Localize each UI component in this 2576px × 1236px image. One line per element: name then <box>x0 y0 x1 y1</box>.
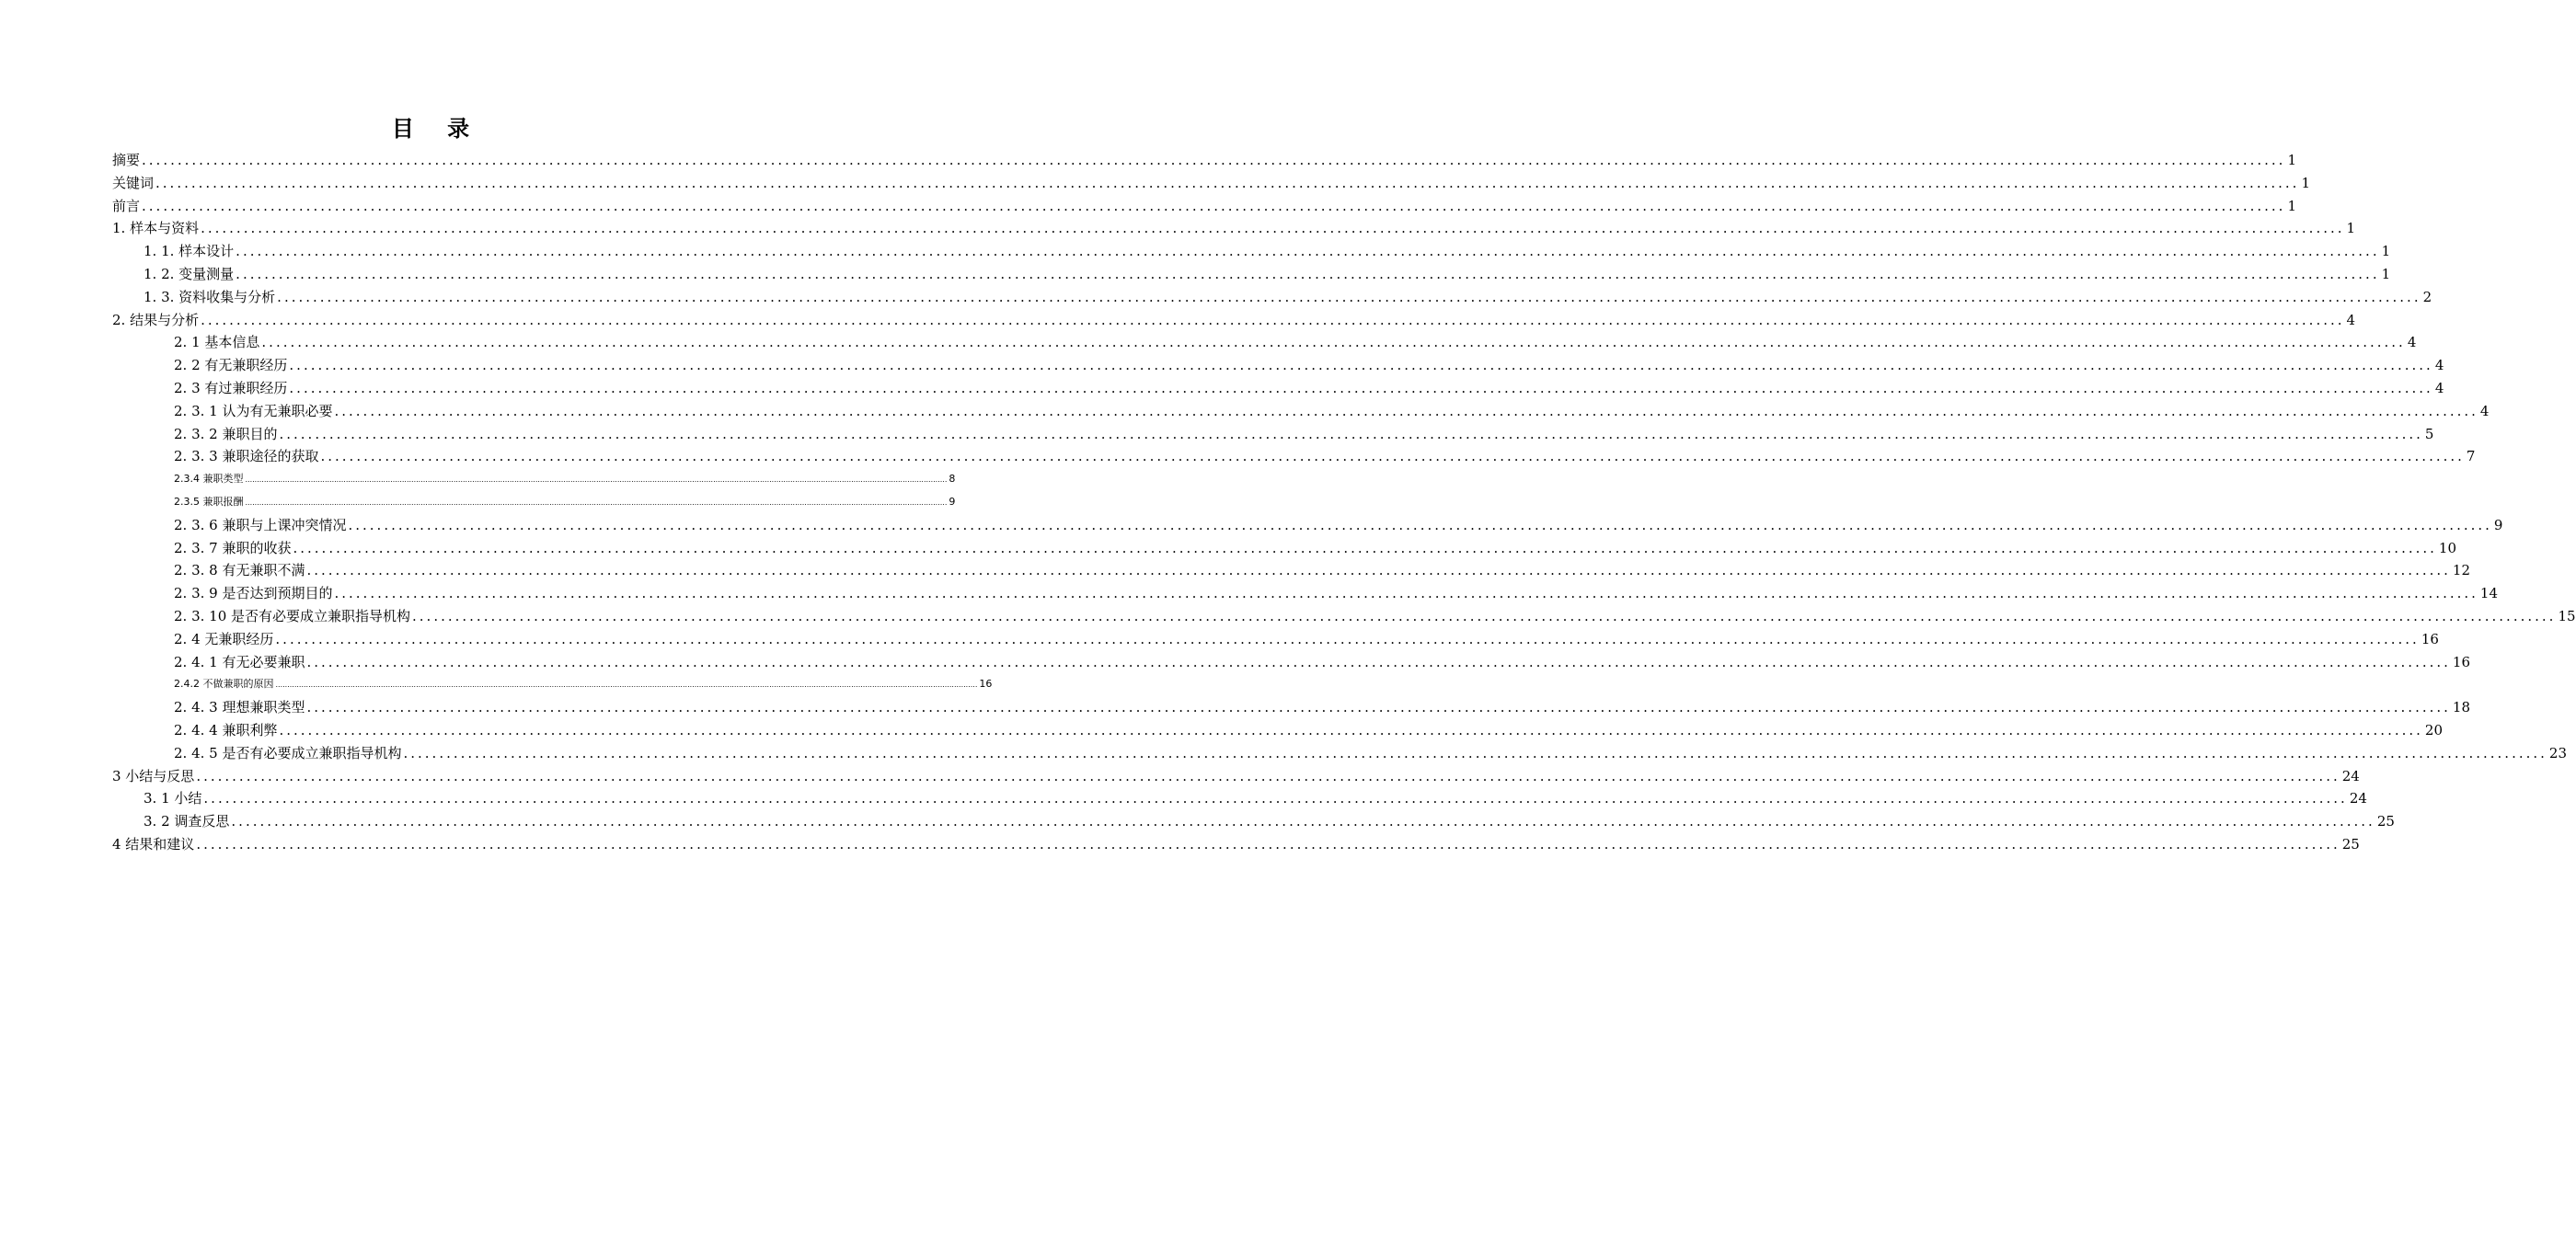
toc-leader-dots: ............................................................................................................................................................................................................................................................................................................ <box>236 243 2380 260</box>
toc-page-number: 8 <box>949 473 956 486</box>
toc-entry[interactable] <box>112 537 2456 560</box>
toc-entry[interactable] <box>112 377 2444 400</box>
toc-leader-dots: ............................................................................................................................................................................................................................................................................................................ <box>289 357 2433 374</box>
toc-page-number: 12 <box>2452 562 2470 579</box>
toc-entry-text: 摘要 <box>112 152 141 168</box>
toc-title: 目 录 <box>391 115 483 142</box>
toc-page-number: 1 <box>2287 197 2296 214</box>
toc-entry-text: 1. 3. 资料收集与分析 <box>144 288 276 305</box>
toc-entry[interactable] <box>112 582 2498 605</box>
toc-entry[interactable] <box>112 217 2356 240</box>
toc-leader-dots: ............................................................................................................................................................................................................................................................................................................ <box>306 699 2451 716</box>
toc-page-number: 20 <box>2424 721 2443 738</box>
toc-entry-text: 2. 3. 3 兼职途径的获取 <box>174 448 319 465</box>
toc-leader-dots: ............................................................................................................................................................................................................................................................................................................ <box>279 425 2423 442</box>
toc-leader-dots: ............................................................................................................................................................................................................................................................................................................ <box>320 448 2465 465</box>
toc-entry[interactable] <box>112 400 2490 423</box>
toc-entry-text: 2.3.4 兼职类型 <box>174 473 244 486</box>
toc-page-number: 24 <box>2341 767 2360 784</box>
toc-page-number: 5 <box>2424 425 2434 442</box>
toc-page-number: 15 <box>2558 607 2576 624</box>
toc-entry[interactable] <box>112 605 2576 628</box>
toc-page-number: 9 <box>949 495 956 508</box>
toc-entry-text: 2. 3. 2 兼职目的 <box>174 425 278 442</box>
toc-page-number: 18 <box>2452 699 2470 716</box>
toc-entry-text: 2. 3. 9 是否达到预期目的 <box>174 585 333 602</box>
toc-leader-dots: ............................................................................................................................................................................................................................................................................................................ <box>277 288 2421 305</box>
toc-entry-text: 1. 1. 样本设计 <box>144 243 235 260</box>
toc-entry[interactable] <box>112 514 2503 537</box>
toc-entry[interactable] <box>112 354 2444 377</box>
toc-page-number: 10 <box>2438 539 2456 556</box>
toc-entry[interactable] <box>112 810 2395 833</box>
toc-entry-text: 2.4.2 不做兼职的原因 <box>174 678 274 691</box>
toc-entry-text: 2. 3. 6 兼职与上课冲突情况 <box>174 516 347 533</box>
toc-leader-dots: ............................................................................................................................................................................................................................................................................................................ <box>201 220 2345 237</box>
toc-leader-dots: ............................................................................................................................................................................................................................................................................................................ <box>196 835 2340 853</box>
toc-leader-dots: ............................................................................................................................................................................................................................................................................................................ <box>142 197 2286 214</box>
toc-entry[interactable] <box>112 787 2367 810</box>
toc-entry-text: 2. 2 有无兼职经历 <box>174 357 288 374</box>
toc-entry-text: 1. 样本与资料 <box>112 220 200 237</box>
toc-entry-text: 关键词 <box>112 174 155 191</box>
toc-entry[interactable] <box>112 423 2434 446</box>
toc-entry[interactable] <box>112 172 2310 195</box>
toc-entry[interactable] <box>112 719 2443 742</box>
toc-page-number: 16 <box>2421 630 2439 647</box>
toc-leader-dots: ............................................................................................................................................................................................................................................................................................................ <box>306 562 2451 579</box>
toc-leader-dots: ............................................................................................................................................................................................................................................................................................................ <box>245 498 948 507</box>
toc-entry-text: 1. 2. 变量测量 <box>144 265 235 282</box>
toc-entry[interactable] <box>112 673 993 696</box>
toc-page-number: 4 <box>2346 311 2356 328</box>
toc-leader-dots: ............................................................................................................................................................................................................................................................................................................ <box>348 516 2492 533</box>
toc-entry[interactable] <box>112 309 2356 332</box>
toc-leader-dots: ............................................................................................................................................................................................................................................................................................................ <box>293 539 2437 556</box>
toc-leader-dots: ............................................................................................................................................................................................................................................................................................................ <box>306 653 2451 670</box>
toc-page-number: 1 <box>2381 265 2391 282</box>
toc-entry[interactable] <box>112 491 956 514</box>
toc-page-number: 14 <box>2479 585 2498 602</box>
toc-entry[interactable] <box>112 240 2391 263</box>
toc-page-number: 2 <box>2422 288 2432 305</box>
toc-entry[interactable] <box>112 651 2470 674</box>
toc-entry-text: 2.3.5 兼职报酬 <box>174 495 244 508</box>
toc-entry-text: 2. 1 基本信息 <box>174 334 260 351</box>
toc-leader-dots: ............................................................................................................................................................................................................................................................................................................ <box>155 174 2300 191</box>
toc-page-number: 4 <box>2407 334 2417 351</box>
toc-entry[interactable] <box>112 628 2439 651</box>
toc-entry-text: 2. 4 无兼职经历 <box>174 630 274 647</box>
toc-page-number: 25 <box>2341 835 2360 853</box>
toc-entry-text: 2. 4. 1 有无必要兼职 <box>174 653 305 670</box>
toc-entry-text: 3 小结与反思 <box>112 767 195 784</box>
toc-page-number: 1 <box>2301 174 2310 191</box>
toc-leader-dots: ............................................................................................................................................................................................................................................................................................................ <box>275 630 2420 647</box>
toc-entry[interactable] <box>112 286 2432 309</box>
toc-leader-dots: ............................................................................................................................................................................................................................................................................................................ <box>403 744 2547 761</box>
toc-page-number: 24 <box>2349 790 2367 807</box>
toc-entry[interactable] <box>112 331 2417 354</box>
toc-entry[interactable] <box>112 149 2296 172</box>
toc-entry-text: 2. 结果与分析 <box>112 311 200 328</box>
toc-entry[interactable] <box>112 263 2391 286</box>
toc-page-number: 1 <box>2346 220 2356 237</box>
toc-entry-text: 2. 3. 10 是否有必要成立兼职指导机构 <box>174 607 411 624</box>
toc-leader-dots: ............................................................................................................................................................................................................................................................................................................ <box>412 607 2557 624</box>
toc-entry-text: 2. 3. 8 有无兼职不满 <box>174 562 305 579</box>
toc-entry[interactable] <box>112 696 2470 719</box>
toc-entry[interactable] <box>112 195 2296 218</box>
toc-entry-text: 2. 4. 3 理想兼职类型 <box>174 699 305 716</box>
toc-leader-dots: ............................................................................................................................................................................................................................................................................................................ <box>279 721 2423 738</box>
toc-entry-text: 2. 4. 5 是否有必要成立兼职指导机构 <box>174 744 402 761</box>
toc-page-number: 1 <box>2381 243 2391 260</box>
toc-list <box>112 149 2576 856</box>
toc-leader-dots: ............................................................................................................................................................................................................................................................................................................ <box>275 681 978 690</box>
toc-leader-dots: ............................................................................................................................................................................................................................................................................................................ <box>261 334 2406 351</box>
toc-leader-dots: ............................................................................................................................................................................................................................................................................................................ <box>196 767 2340 784</box>
toc-entry-text: 3. 2 调查反思 <box>144 813 230 830</box>
toc-entry[interactable] <box>112 833 2360 856</box>
toc-leader-dots: ............................................................................................................................................................................................................................................................................................................ <box>289 379 2433 396</box>
toc-page-number: 4 <box>2434 379 2444 396</box>
toc-page-number: 1 <box>2287 152 2296 168</box>
toc-entry-text: 3. 1 小结 <box>144 790 202 807</box>
toc-entry[interactable] <box>112 468 956 491</box>
toc-leader-dots: ............................................................................................................................................................................................................................................................................................................ <box>245 475 948 485</box>
toc-leader-dots: ............................................................................................................................................................................................................................................................................................................ <box>203 790 2348 807</box>
toc-leader-dots: ............................................................................................................................................................................................................................................................................................................ <box>334 585 2478 602</box>
toc-leader-dots: ............................................................................................................................................................................................................................................................................................................ <box>142 152 2286 168</box>
toc-leader-dots: ............................................................................................................................................................................................................................................................................................................ <box>201 311 2345 328</box>
toc-page-number: 4 <box>2479 402 2490 419</box>
toc-page-number: 9 <box>2493 516 2503 533</box>
toc-entry[interactable] <box>112 445 2476 468</box>
toc-leader-dots: ............................................................................................................................................................................................................................................................................................................ <box>236 265 2380 282</box>
toc-entry-text: 2. 4. 4 兼职利弊 <box>174 721 278 738</box>
toc-entry-text: 2. 3 有过兼职经历 <box>174 379 288 396</box>
toc-leader-dots: ............................................................................................................................................................................................................................................................................................................ <box>334 402 2478 419</box>
toc-page-number: 25 <box>2376 813 2395 830</box>
toc-page-number: 16 <box>979 678 993 691</box>
toc-leader-dots: ............................................................................................................................................................................................................................................................................................................ <box>231 813 2375 830</box>
toc-page-number: 4 <box>2434 357 2444 374</box>
toc-entry-text: 4 结果和建议 <box>112 835 195 853</box>
toc-page-number: 23 <box>2548 744 2567 761</box>
toc-entry[interactable] <box>112 742 2567 765</box>
toc-entry[interactable] <box>112 765 2360 788</box>
toc-page-number: 7 <box>2466 448 2476 465</box>
toc-entry-text: 前言 <box>112 197 141 214</box>
toc-page-number: 16 <box>2452 653 2470 670</box>
toc-entry-text: 2. 3. 7 兼职的收获 <box>174 539 292 556</box>
toc-entry-text: 2. 3. 1 认为有无兼职必要 <box>174 402 333 419</box>
toc-entry[interactable] <box>112 559 2470 582</box>
